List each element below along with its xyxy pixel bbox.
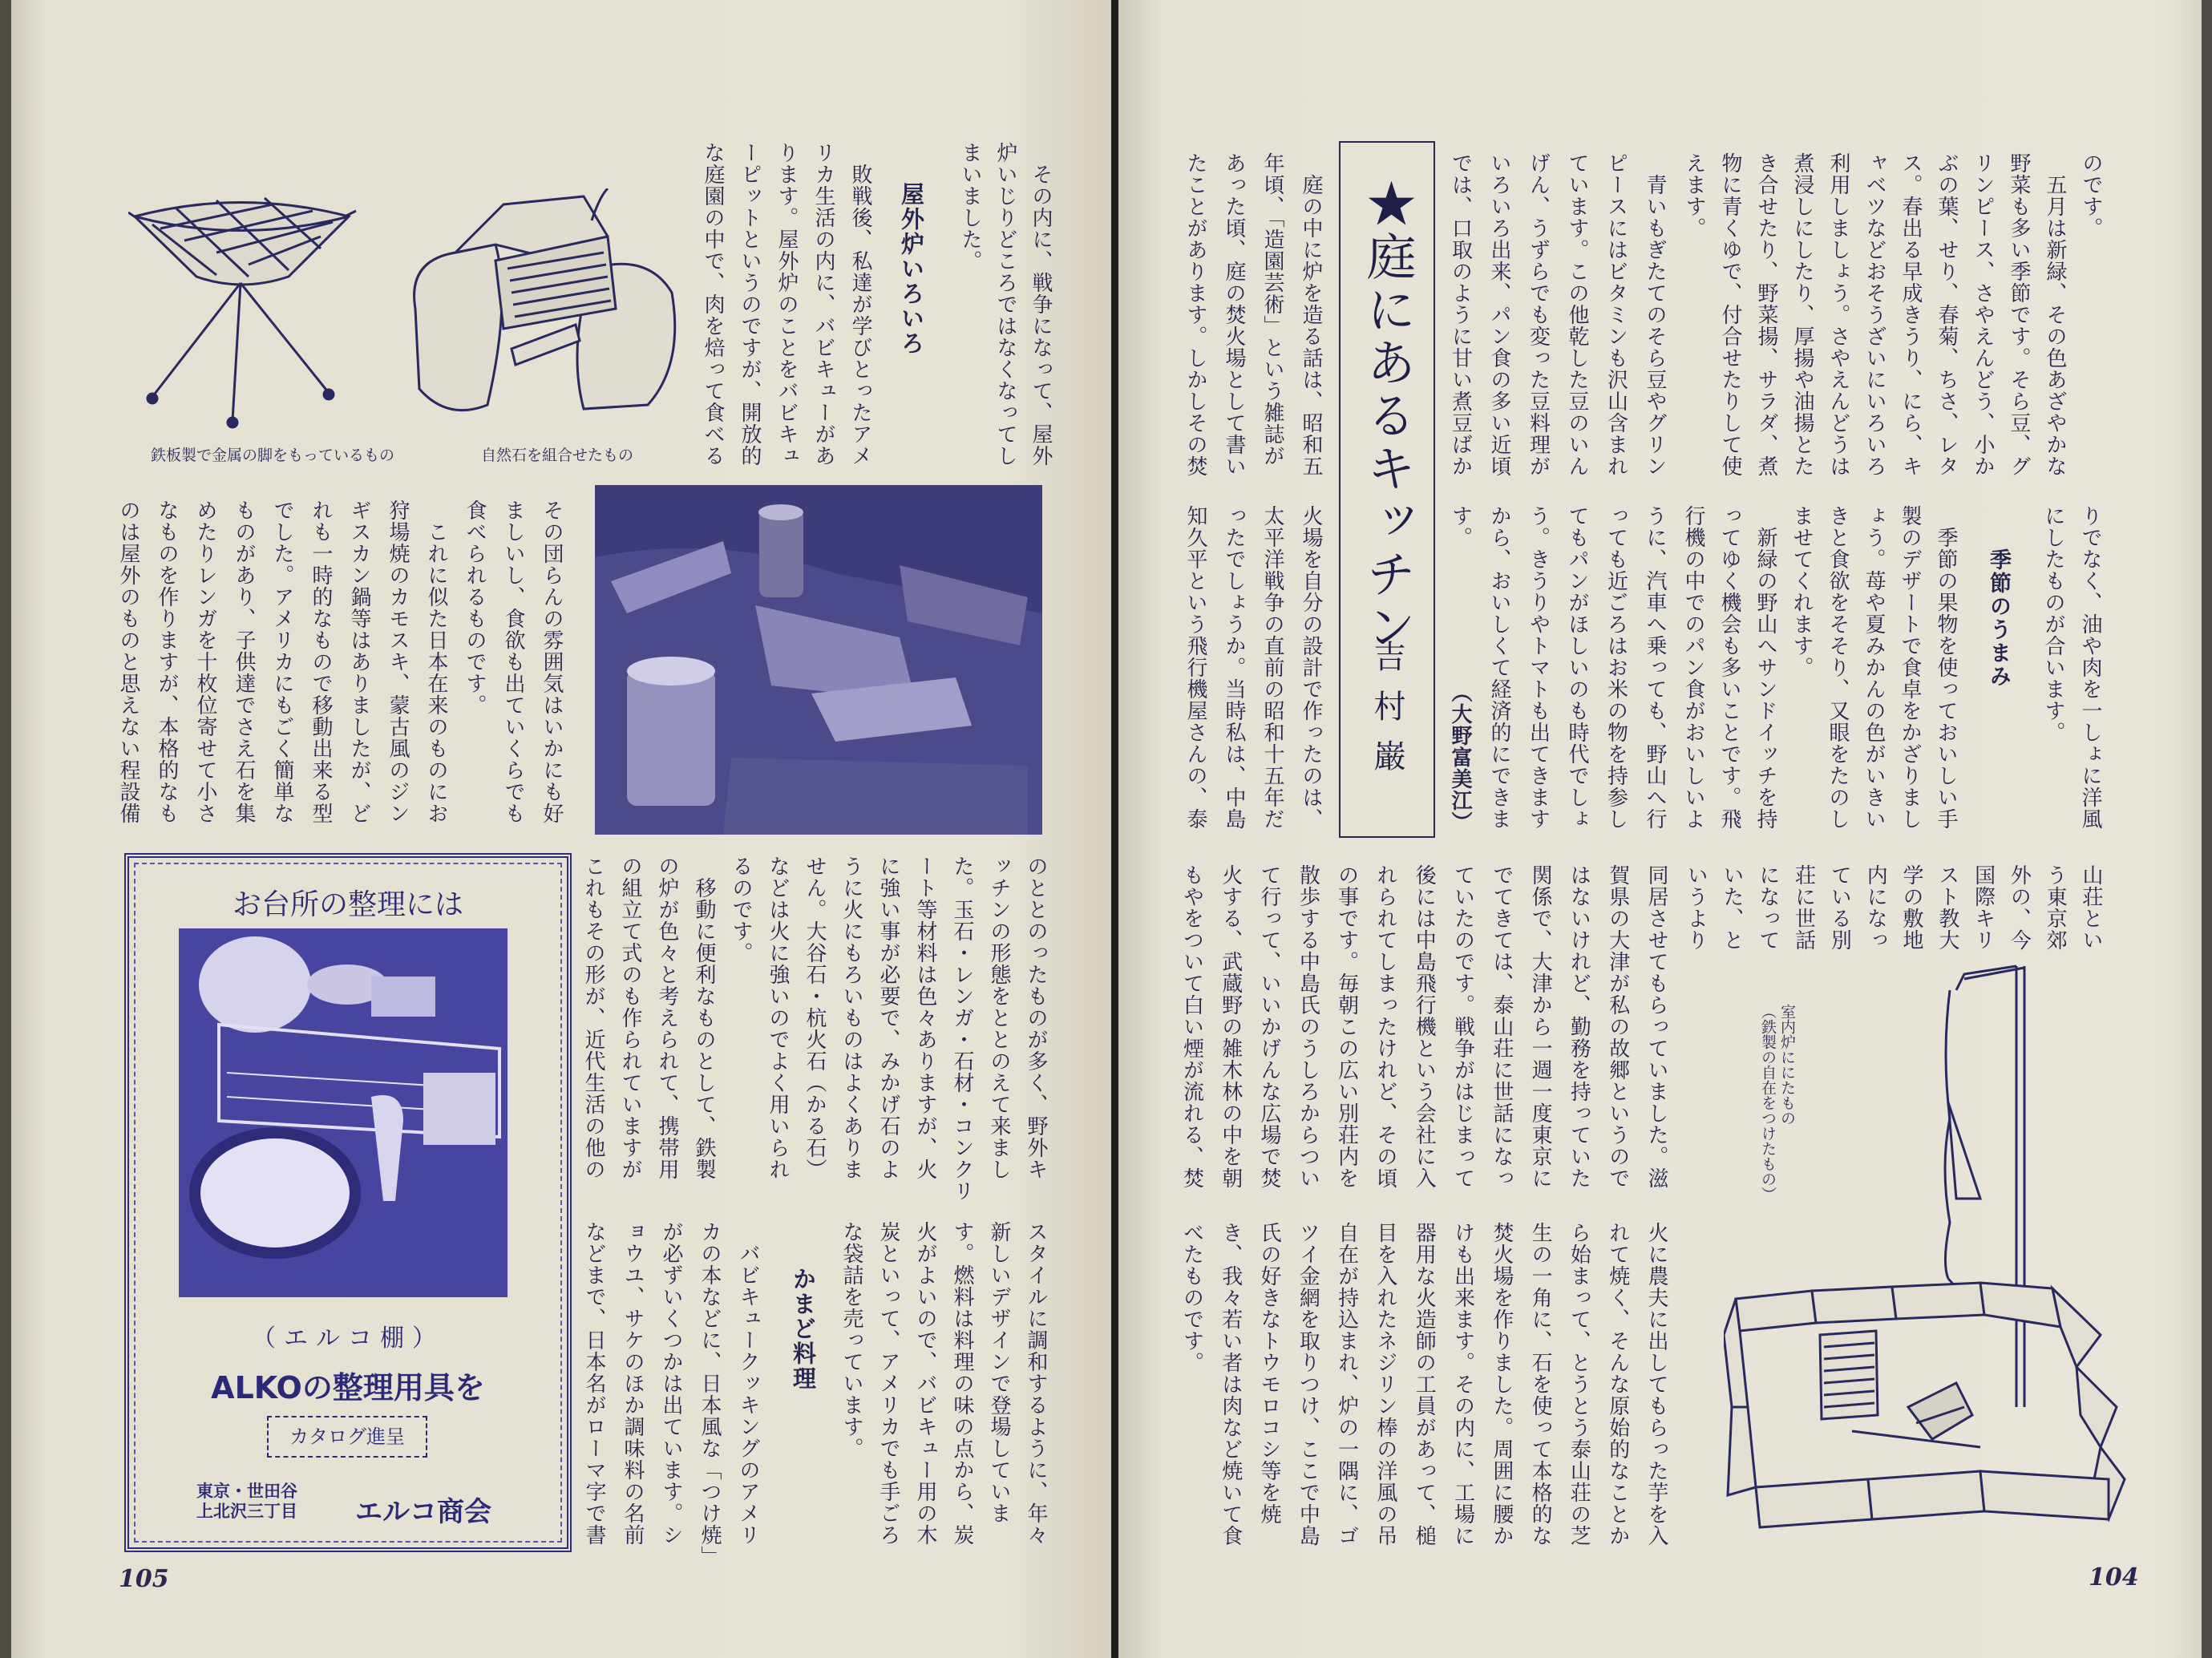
ad-kitchen-rack-photo	[179, 928, 508, 1297]
iron-grill-illustration	[128, 180, 357, 429]
body-text-right-t2-b: 季節の果物を使っておいしい手 製のデザートで食卓をかざりまし ょう。苺や夏みかんの色がいきい きと食欲をそそり、又眼をたのし ませてくれます。 新緑の野山へサンドイッチを持 ってゆく機会も多いことです。飛 行機の中でのパン食がおいしいよ	[1681, 505, 1958, 830]
page-number-right: 104	[2089, 1563, 2139, 1591]
body-text-left-lower: のととのったものが多く、野外キ ッチンの形態をととのえて来まし た。玉石・レンガ・石材・コンクリ ート等材料は色々ありますが、火 に強い事が必要で、みかげ石のよ うに火にもろいものはよくありま せん。大谷石・杭火石（かる石） などは火に強いのでよく用いられ るのです。 移動に便利なものとして、鉄製 の炉が色々と考えられて、携帯用 の組立て式のも作られていますが これもその形が、近代生活の他の	[581, 855, 1048, 1202]
section-heading-outdoor-hearths: 屋外炉いろいろ	[898, 182, 925, 356]
article-title: ★庭にあるキッチン	[1358, 178, 1417, 654]
body-text-left-bottom-a: スタイルに調和するように、年々 新しいデザインで登場していま す。燃料は料理の味の点から、炭 火がよいので、バビキュー用の木 炭といって、アメリカでも手ごろ な袋詰を売っています。	[839, 1221, 1048, 1546]
ad-address-line-2: 上北沢三丁目	[196, 1502, 297, 1521]
iron-grill-caption: 鉄板製で金属の脚をもっているもの	[151, 447, 395, 464]
body-text-right-t2-d: 火場を自分の設計で作ったのは、 太平洋戦争の直前の昭和十五年だ ったでしょうか。当時私は、中島 知久平という飛行機屋さんの、泰	[1183, 505, 1323, 830]
advertisement-elko	[124, 853, 572, 1552]
article-title-box	[1339, 141, 1435, 838]
body-text-left-top-a: その内に、戦争になって、屋外 炉いじりどころではなくなってし まいました。	[958, 142, 1053, 467]
body-text-right-t2-a: りでなく、油や肉を一しょに洋風 にしたものが合います。	[2041, 505, 2102, 830]
body-text-right-t1-a: のです。 五月は新緑、その色あざやかな 野菜も多い季節です。そら豆、グ リンピース、さやえんどう、小か ぶの葉、せり、春菊、ちさ、レタ ス。春出る早成きうり、にら、キ ャベツなどおそうざいにいろいろ 利用しましょう。さやえんどうは 煮浸しにしたり、厚揚や油揚とた き合せたり、野菜揚、サラダ、煮 物に青くゆで、付合せたりして使 えます。	[1682, 152, 2103, 477]
book-gutter	[1111, 0, 1118, 1658]
garden-hearth-photo	[595, 485, 1042, 835]
stone-grill-illustration	[407, 188, 684, 429]
ad-headline: お台所の整理には	[232, 888, 463, 921]
stone-grill-caption: 自然石を組合せたもの	[481, 447, 634, 464]
body-text-right-t3-a: 山荘とい う東京郊 外の、今 国際キリ スト教大 学の敷地 内になっ ている別 荘に世話 になって いた、と いうより	[1684, 864, 2103, 951]
body-text-right-t4: 火に農夫に出してもらった芋を入 れて焼く、そんな原始的なことか ら始まって、とうとう泰山荘の芝 生の一角に、石を使って本格的な 焚火場を作りました。周囲に腰か けも出来ます。その内に、工場に 器用な火造師の工員があって、槌 目を入れたネジリン棒の洋風の吊 自在が持込まれ、炉の一隅に、ゴ ツイ金網を取りつけ、ここで中島 氏の好きなトウモロコシ等を焼 き、我々若い者は肉など焼いて食 べたものです。	[1179, 1222, 1668, 1547]
indoor-hearth-illustration	[1724, 958, 2133, 1535]
hearth-caption-line-1: 室内炉ににたもの	[1778, 1004, 1796, 1126]
body-text-right-t1-c: 庭の中に炉を造る話は、昭和五 年頃、「造園芸術」という雑誌が あった頃、庭の焚火場として書い たことがあります。しかしその焚	[1183, 152, 1323, 477]
ad-company-name: エルコ商会	[355, 1496, 491, 1528]
body-text-left-top-b: 敗戦後、私達が学びとったアメ リカ生活の内に、バビキューがあ ります。屋外炉のことをバビキュ ーピットというのですが、開放的 な庭園の中で、肉を焙って食べる	[701, 142, 872, 467]
section-heading-kamado: かまど料理	[790, 1267, 817, 1391]
page-number-left: 105	[119, 1565, 169, 1593]
body-text-right-t3-b: 同居させてもらっていました。滋 賀県の大津が私の故郷というので はないけれど、勤務を持っていた 関係で、大津から一週一度東京に でてきては、泰山荘に世話になっ ていたのです。戦争がはじまって 後には中島飛行機という会社に入 れられてしまったけれど、その頃 の事です。毎朝この広い別荘内を 散歩する中島氏のうしろからつい て行って、いいかげんな広場で焚 火する、武蔵野の雑木林の中を朝 もやをついて白い煙が流れる、焚	[1179, 864, 1668, 1189]
section-heading-seasonal: 季節のうまみ	[1986, 548, 2011, 688]
hearth-caption-line-2: （鉄製の自在をつけたもの）	[1759, 1004, 1777, 1202]
body-text-left-bottom-b: バビキュークッキングのアメリ カの本などに、日本風な「つけ焼」 が必ずいくつかは出ています。シ ョウユ、サケのほか調味料の名前 などまで、日本名がローマ字で書	[582, 1221, 760, 1567]
ad-catalog-offer: カタログ進呈	[267, 1416, 427, 1458]
ad-product-caption: （エルコ棚）	[252, 1324, 444, 1353]
contributor-credit: （大野富美江）	[1448, 681, 1472, 833]
body-text-right-t2-c: うに、汽車へ乗っても、野山へ行 っても近ごろはお米の物を持参し てもパンがほしいのも時代でしょ う。きうりやトマトも出てきます から、おいしくて経済的にできま す。	[1448, 505, 1667, 830]
body-text-left-middle: その団らんの雰囲気はいかにも好 ましいし、食欲も出ていくらでも 食べられるものです。 これに似た日本在来のものにお 狩場焼のカモスキ、蒙古風のジン ギスカン鍋等はありましたが、ど れも一時的なもので移動出来る型 でした。アメリカにもごく簡単な ものがあり、子供達でさえ石を集 めたりレンガを十枚位寄せて小さ なものを作りますが、本格的なも のは屋外のものと思えない程設備	[116, 499, 564, 824]
body-text-right-t1-b: 青いもぎたてのそら豆やグリン ピースにはビタミンも沢山含まれ ています。この他乾した豆のいん げん、うずらでも変った豆料理が いろいろ出来、パン食の多い近頃 では、口取のように甘い煮豆ばか	[1448, 152, 1667, 477]
article-author: 吉村巌	[1369, 640, 1405, 789]
ad-tagline: ALKOの整理用具を	[211, 1370, 485, 1405]
ad-address-line-1: 東京・世田谷	[196, 1482, 297, 1501]
ad-address	[196, 1482, 297, 1522]
